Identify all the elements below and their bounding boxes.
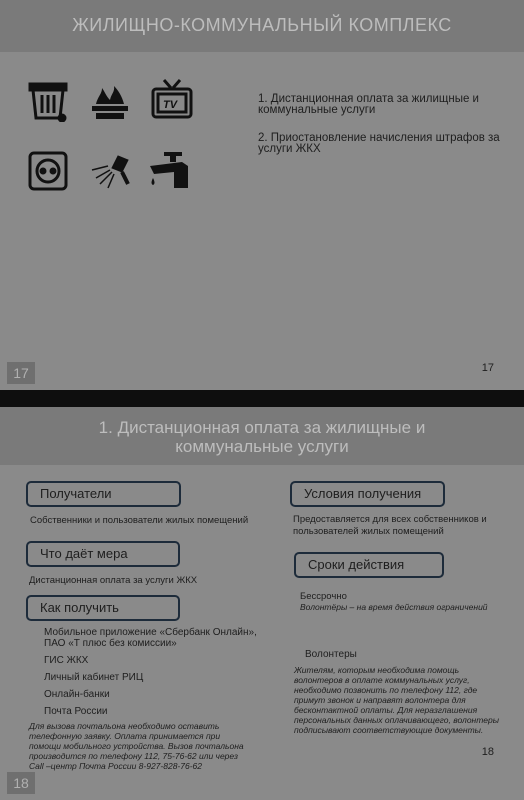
slide-title [0,407,524,465]
terms-text: Бессрочно [300,591,347,602]
slide-title: ЖИЛИЩНО-КОММУНАЛЬНЫЙ КОМПЛЕКС [0,0,524,52]
list-item: ГИС ЖКХ [44,655,89,666]
measure-item-2: 2. Приостановление начисления штрафов за услуги ЖКХ [258,132,500,155]
title-line-1: 1. Дистанционная оплата за жилищные и [98,418,426,437]
post-note: Для вызова почтальона необходимо оставить телефонную заявку. Оплата принимается при помощи мобильного устройства. Вызов почтальона производится по телефону 112, 75-76-62 или через Call –центр Почта России 8-927-828-76-62 [29,721,244,771]
slide-number-box: 17 [7,362,35,384]
measure-item-1: 1. Дистанционная оплата за жилищные и коммунальные услуги [258,93,479,116]
svg-text:TV: TV [163,99,178,111]
list-item: Почта России [44,706,108,717]
shower-icon [88,150,132,194]
title-line-2: коммунальные услуги [175,437,349,456]
slide-18 [0,407,524,800]
faucet-icon [148,148,192,192]
conditions-text: Предоставляется для всех собственников и пользователей жилых помещений [293,514,487,537]
how-to-get-header: Как получить [26,595,180,621]
tv-icon [150,78,194,122]
volunteers-item [295,649,510,661]
power-socket-icon [27,150,71,194]
measure-header: Что даёт мера [26,541,180,567]
measure-text: Дистанционная оплата за услуги ЖКХ [29,575,198,586]
slide-number-box: 18 [7,772,35,794]
slide-17 [0,0,524,390]
slide-number: 17 [481,362,494,374]
how-to-get-list [26,627,276,723]
terms-note: Волонтёры – на время действия ограничений [300,602,488,612]
gas-burner-icon [88,80,132,124]
list-item: Онлайн-банки [44,689,110,700]
recipients-text: Собственники и пользователи жилых помещений [30,515,249,526]
list-item: Мобильное приложение «Сбербанк Онлайн», ПАО «Т плюс без комиссии» [44,627,257,649]
conditions-header: Условия получения [290,481,445,507]
recipients-header: Получатели [26,481,181,507]
volunteers-label: Волонтеры [305,649,357,660]
terms-header: Сроки действия [294,552,444,578]
slide-number: 18 [481,746,494,758]
list-item: Личный кабинет РИЦ [44,672,144,683]
trash-bin-icon [26,78,70,122]
volunteers-text: Жителям, которым необходима помощь волонтеров в оплате коммунальных услуг, необходимо позвонить по телефону 112, где примут звонок и направят волонтера для бесконтактной оплаты. Для неразглашения персональных данных оплачивающего, волонтеры подписывают соответствующие документы. [294,665,500,735]
